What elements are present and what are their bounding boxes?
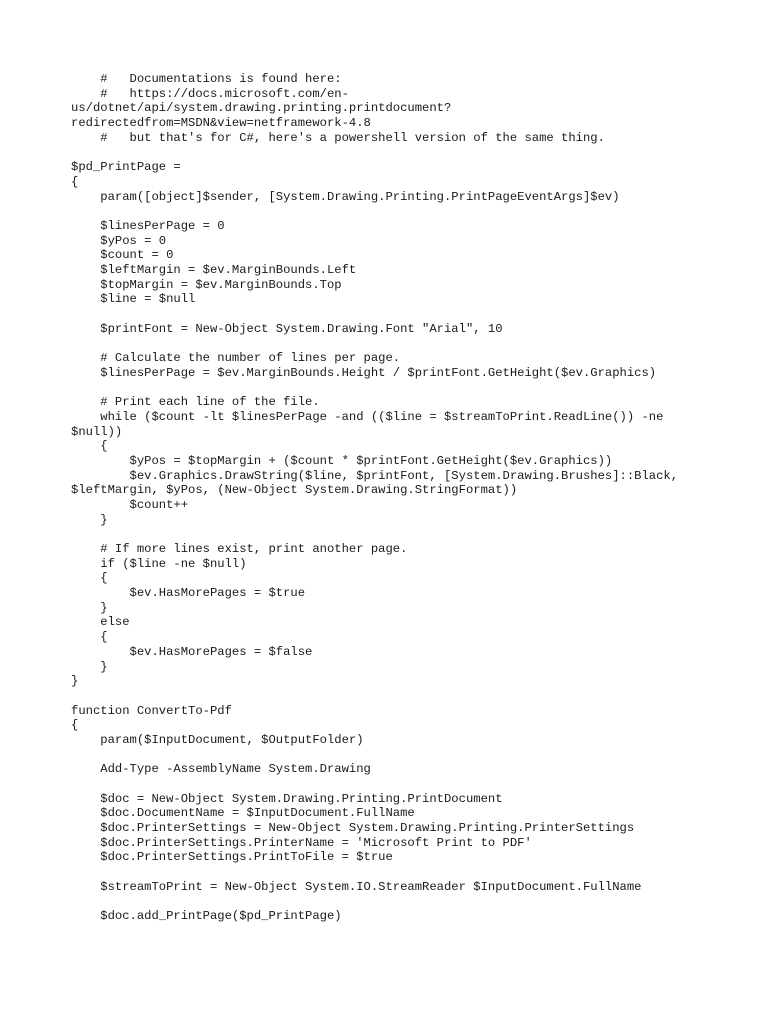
code-line: $line = $null xyxy=(71,292,196,307)
code-line: { xyxy=(71,630,108,645)
code-line: $topMargin = $ev.MarginBounds.Top xyxy=(71,277,342,292)
blank-line xyxy=(71,336,731,351)
code-line: $linesPerPage = $ev.MarginBounds.Height / $printFont.GetHeight($ev.Graphics) xyxy=(71,365,657,380)
code-line: $null)) xyxy=(71,424,123,439)
code-line: else xyxy=(71,615,130,630)
code-line: $streamToPrint = New-Object System.IO.StreamReader $InputDocument.FullName xyxy=(71,879,642,894)
code-line: us/dotnet/api/system.drawing.printing.printdocument? xyxy=(71,101,452,116)
code-line: $doc.add_PrintPage($pd_PrintPage) xyxy=(71,909,342,924)
code-line: $doc = New-Object System.Drawing.Printing.PrintDocument xyxy=(71,791,503,806)
code-line: } xyxy=(71,659,108,674)
code-line: function ConvertTo-Pdf xyxy=(71,703,232,718)
code-line: { xyxy=(71,174,79,189)
code-line: # https://docs.microsoft.com/en- xyxy=(71,86,349,101)
code-block xyxy=(71,72,731,924)
code-line: $linesPerPage = 0 xyxy=(71,218,225,233)
blank-line xyxy=(71,307,731,322)
code-line: # If more lines exist, print another page. xyxy=(71,542,408,556)
code-line: $doc.PrinterSettings = New-Object System.Drawing.Printing.PrinterSettings xyxy=(71,821,635,836)
code-line: # Documentations is found here: xyxy=(71,72,342,86)
blank-line xyxy=(71,777,731,792)
blank-line xyxy=(71,204,731,219)
code-line: } xyxy=(71,512,108,527)
code-line: } xyxy=(71,600,108,615)
code-line: $doc.DocumentName = $InputDocument.FullName xyxy=(71,806,415,821)
blank-line xyxy=(71,689,731,704)
code-line: $count = 0 xyxy=(71,248,174,263)
code-line: { xyxy=(71,718,79,733)
code-line: $printFont = New-Object System.Drawing.Font "Arial", 10 xyxy=(71,321,503,336)
code-line: $doc.PrinterSettings.PrintToFile = $true xyxy=(71,850,393,865)
code-line: $count++ xyxy=(71,497,189,512)
code-line: $leftMargin, $yPos, (New-Object System.Drawing.StringFormat)) xyxy=(71,483,518,498)
blank-line xyxy=(71,865,731,880)
blank-line xyxy=(71,145,731,160)
code-line: { xyxy=(71,571,108,586)
blank-line xyxy=(71,527,731,542)
code-line: $ev.HasMorePages = $true xyxy=(71,586,306,601)
blank-line xyxy=(71,380,731,395)
code-line: while ($count -lt $linesPerPage -and (($line = $streamToPrint.ReadLine()) -ne xyxy=(71,409,664,424)
code-line: $ev.Graphics.DrawString($line, $printFont, [System.Drawing.Brushes]::Black, xyxy=(71,468,679,483)
code-line: # Print each line of the file. xyxy=(71,395,320,410)
code-line: { xyxy=(71,439,108,454)
code-line: } xyxy=(71,674,79,689)
code-line: redirectedfrom=MSDN&view=netframework-4.8 xyxy=(71,116,371,131)
code-line: Add-Type -AssemblyName System.Drawing xyxy=(71,762,371,777)
code-line: $pd_PrintPage = xyxy=(71,160,181,175)
code-line: # Calculate the number of lines per page. xyxy=(71,351,401,366)
code-line: $doc.PrinterSettings.PrinterName = 'Microsoft Print to PDF' xyxy=(71,835,532,850)
code-line: param([object]$sender, [System.Drawing.Printing.PrintPageEventArgs]$ev) xyxy=(71,189,620,204)
code-line: $yPos = 0 xyxy=(71,233,167,248)
blank-line xyxy=(71,748,731,763)
code-line: if ($line -ne $null) xyxy=(71,556,247,571)
code-line: $yPos = $topMargin + ($count * $printFont.GetHeight($ev.Graphics)) xyxy=(71,453,613,468)
code-line: param($InputDocument, $OutputFolder) xyxy=(71,732,364,747)
code-line: $leftMargin = $ev.MarginBounds.Left xyxy=(71,262,357,277)
code-line: # but that's for C#, here's a powershell version of the same thing. xyxy=(71,130,605,145)
blank-line xyxy=(71,895,731,910)
code-line: $ev.HasMorePages = $false xyxy=(71,644,313,659)
